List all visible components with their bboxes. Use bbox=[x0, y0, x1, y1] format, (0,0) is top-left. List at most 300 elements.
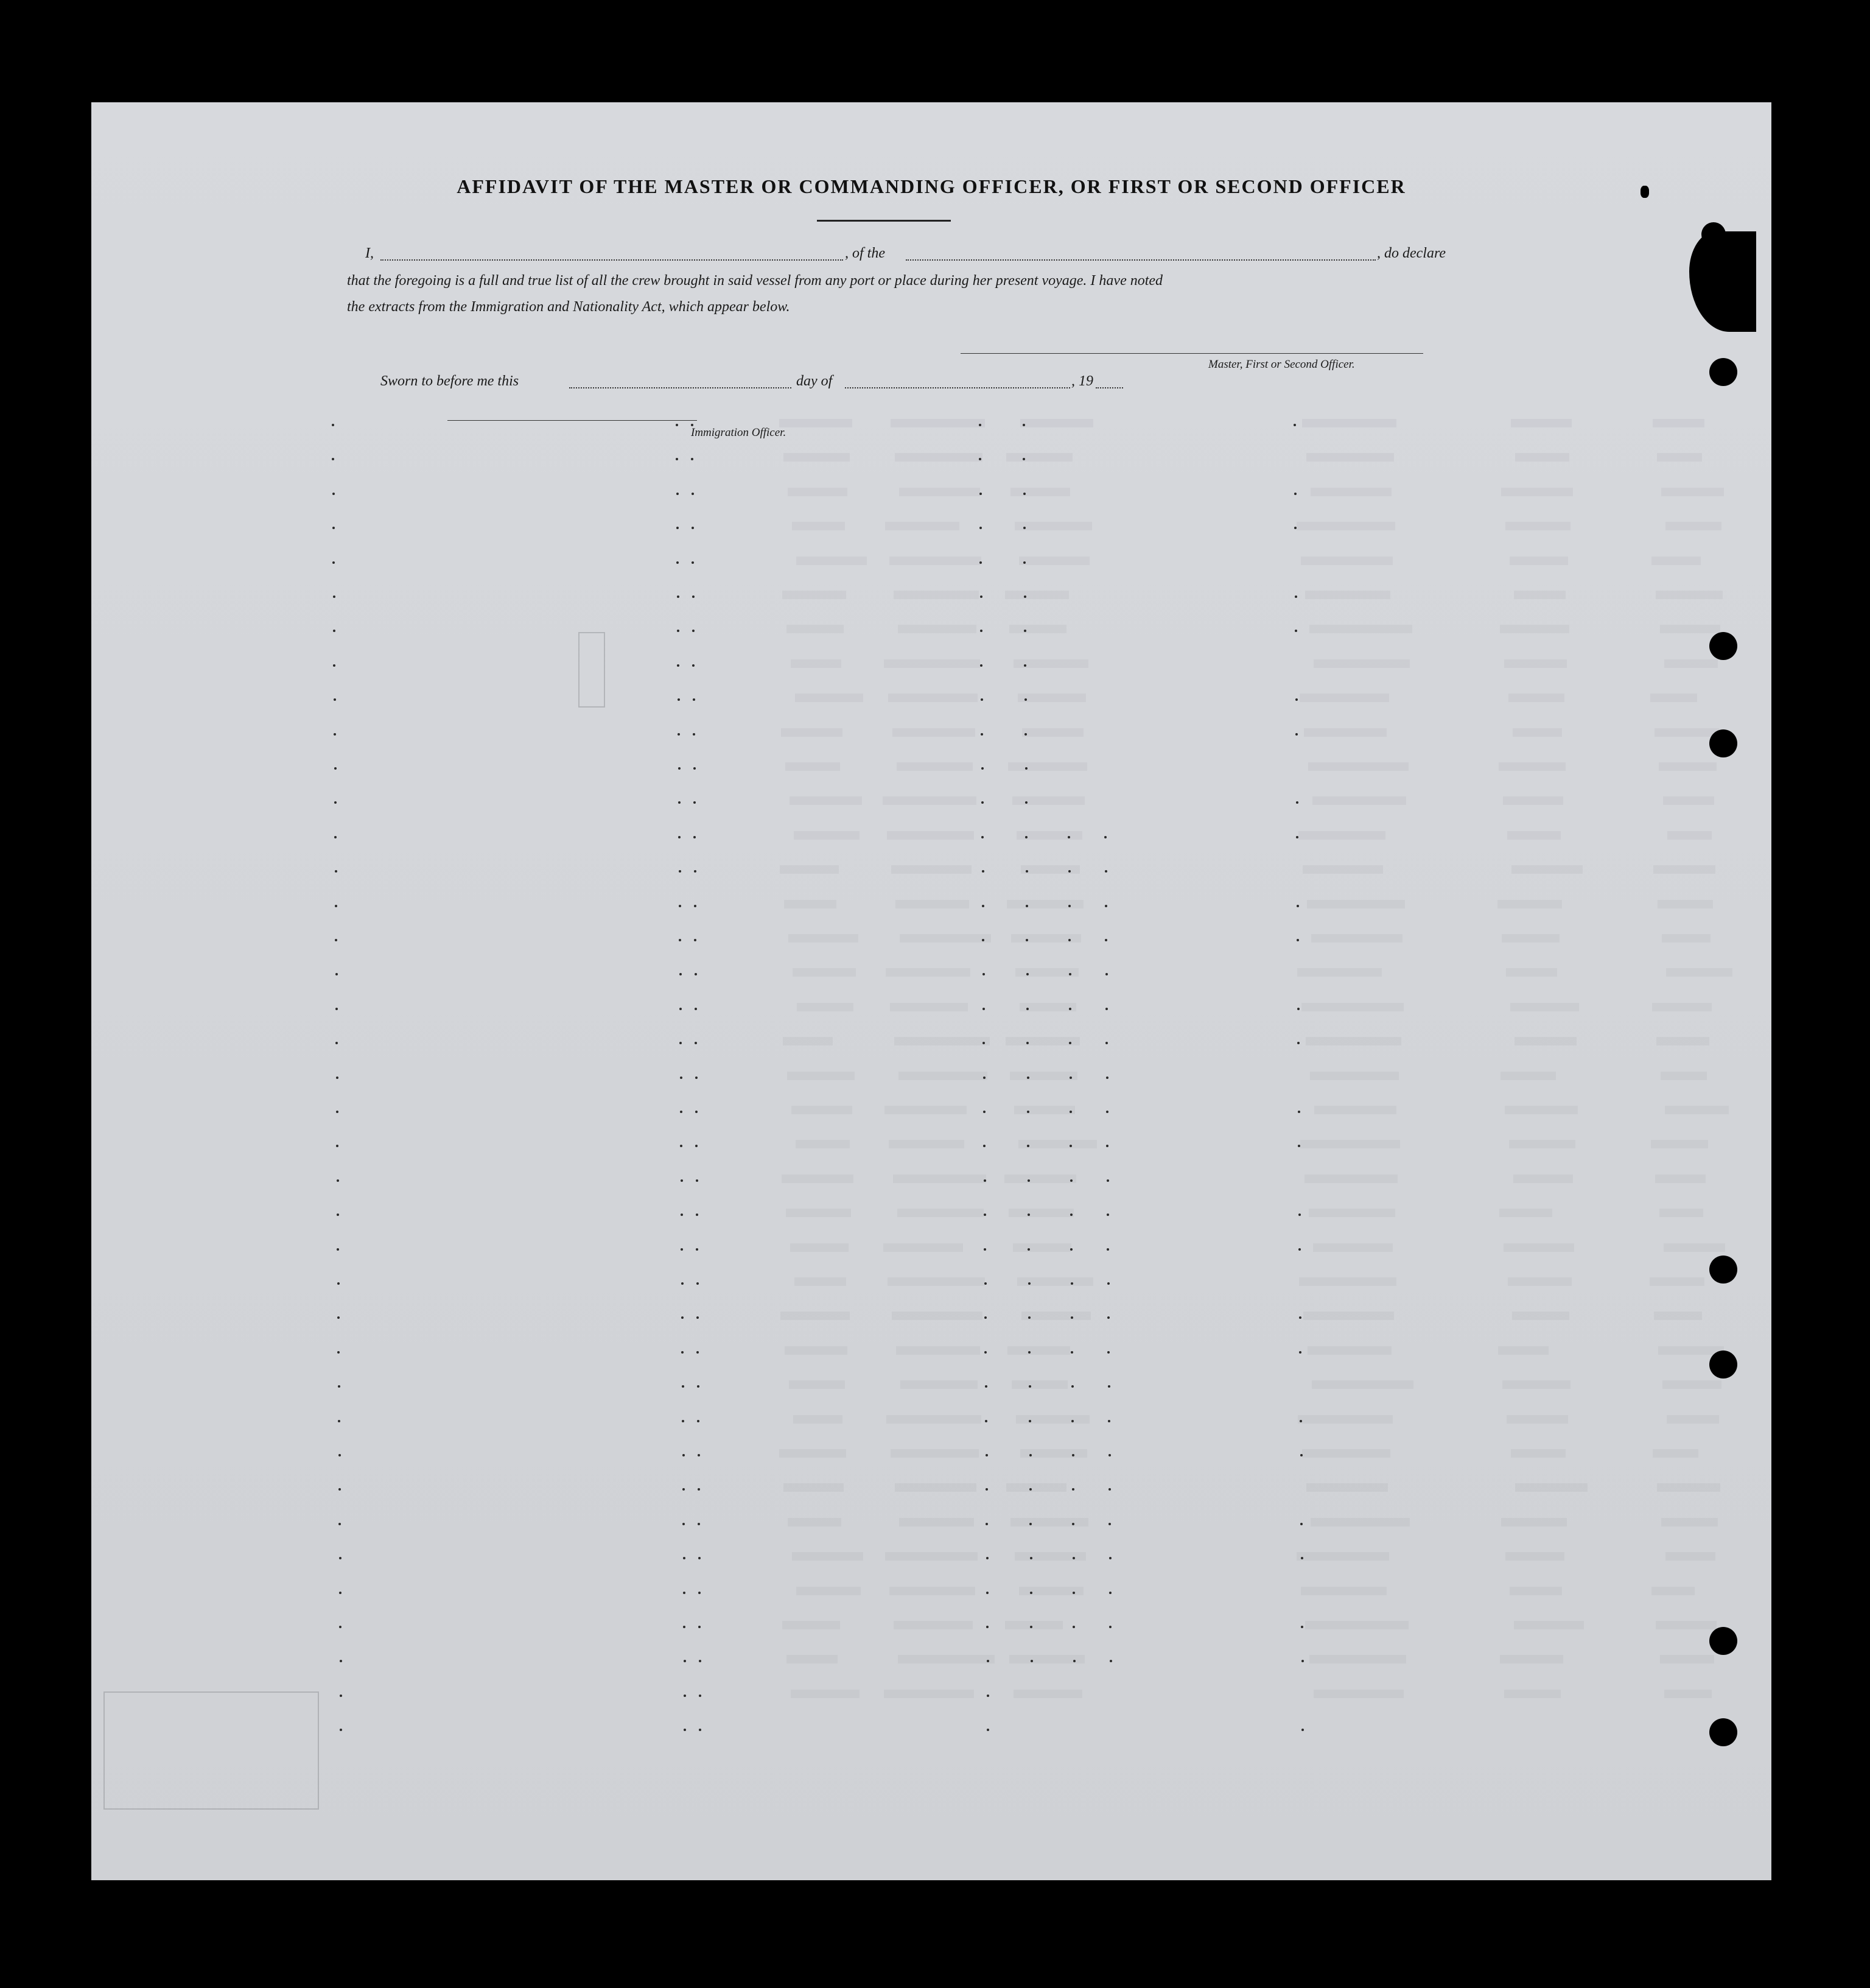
dot-leader bbox=[1071, 1420, 1074, 1422]
bleed-streak bbox=[1304, 1175, 1398, 1183]
vessel-prefix: , of the bbox=[845, 245, 885, 261]
dot-leader bbox=[1295, 595, 1297, 598]
bleed-streak bbox=[1657, 1483, 1720, 1492]
bleed-streak bbox=[795, 694, 863, 702]
dot-leader bbox=[339, 1626, 341, 1628]
bleed-streak bbox=[886, 1415, 981, 1424]
bleed-streak bbox=[1665, 1106, 1729, 1114]
dot-leader bbox=[692, 527, 694, 529]
dot-leader bbox=[336, 1111, 338, 1113]
dot-leader bbox=[1296, 836, 1298, 838]
bleed-streak bbox=[1018, 694, 1086, 702]
dot-leader bbox=[1105, 939, 1107, 941]
bleed-streak bbox=[1303, 1312, 1394, 1320]
dot-leader bbox=[1072, 1454, 1074, 1456]
bleed-streak bbox=[1297, 968, 1382, 977]
dot-leader bbox=[982, 905, 984, 907]
bleed-streak bbox=[898, 1655, 995, 1663]
dot-leader bbox=[1295, 733, 1298, 736]
bleed-streak bbox=[884, 1106, 967, 1114]
bleed-streak bbox=[1508, 694, 1564, 702]
bleed-streak bbox=[1656, 1037, 1709, 1045]
dot-leader bbox=[981, 801, 984, 804]
dot-leader bbox=[981, 698, 983, 701]
bleed-streak bbox=[786, 1655, 838, 1663]
dot-leader bbox=[1301, 1557, 1303, 1559]
dot-leader bbox=[696, 1248, 698, 1251]
bleed-streak bbox=[791, 1690, 860, 1698]
dot-leader bbox=[676, 493, 679, 495]
dot-leader bbox=[1105, 1008, 1108, 1010]
officer-signature-field[interactable] bbox=[961, 353, 1423, 354]
bleed-streak bbox=[900, 934, 991, 943]
bleed-streak bbox=[1301, 1587, 1387, 1595]
bleed-streak bbox=[1313, 1243, 1393, 1252]
bleed-streak bbox=[1661, 1518, 1718, 1526]
bleed-streak bbox=[1006, 1483, 1066, 1492]
dot-leader bbox=[696, 1316, 699, 1319]
dot-leader bbox=[696, 1351, 699, 1354]
immigration-officer-label: Immigration Officer. bbox=[691, 426, 786, 439]
bleed-streak bbox=[1304, 728, 1387, 737]
dot-leader bbox=[696, 1282, 699, 1285]
bleed-streak bbox=[1660, 625, 1720, 633]
dot-leader bbox=[983, 1145, 986, 1147]
dot-leader bbox=[679, 1042, 682, 1044]
dot-leader bbox=[986, 1626, 989, 1628]
bleed-streak bbox=[1314, 659, 1410, 668]
dot-leader bbox=[698, 1523, 700, 1525]
bleed-streak bbox=[897, 1209, 984, 1217]
dot-leader bbox=[1105, 1042, 1108, 1044]
sworn-prefix: Sworn to before me this bbox=[380, 373, 519, 389]
bleed-streak bbox=[796, 557, 867, 565]
bleed-streak bbox=[1500, 625, 1569, 633]
torn-corner-fragment bbox=[1701, 222, 1726, 247]
dot-leader bbox=[683, 1557, 685, 1559]
dot-leader bbox=[1070, 1248, 1073, 1251]
dot-leader bbox=[985, 1420, 987, 1422]
dot-leader bbox=[684, 1729, 686, 1731]
bleed-streak bbox=[785, 1346, 847, 1355]
dot-leader bbox=[332, 493, 335, 495]
dot-leader bbox=[692, 493, 694, 495]
dot-leader bbox=[337, 1248, 339, 1251]
bleed-streak bbox=[792, 1552, 863, 1561]
dot-leader bbox=[698, 1592, 701, 1594]
bleed-streak bbox=[896, 1346, 980, 1355]
bleed-streak bbox=[780, 865, 839, 874]
dot-leader bbox=[693, 733, 695, 736]
bleed-streak bbox=[1300, 1140, 1400, 1148]
bleed-streak bbox=[884, 1690, 974, 1698]
dot-leader bbox=[1069, 1008, 1071, 1010]
dot-leader bbox=[699, 1729, 701, 1731]
dot-leader bbox=[693, 836, 696, 838]
dot-leader bbox=[1072, 1488, 1074, 1491]
bleed-streak bbox=[1499, 1209, 1552, 1217]
dot-leader bbox=[691, 424, 693, 426]
dot-leader bbox=[1298, 1248, 1301, 1251]
bleed-streak bbox=[889, 557, 981, 565]
dot-leader bbox=[1068, 870, 1071, 873]
bleed-streak bbox=[1515, 1037, 1577, 1045]
bleed-streak bbox=[883, 1243, 963, 1252]
dot-leader bbox=[1106, 1145, 1108, 1147]
bleed-streak bbox=[1021, 1312, 1091, 1320]
bleed-streak bbox=[899, 1518, 974, 1526]
dot-leader bbox=[334, 698, 336, 701]
dot-leader bbox=[984, 1282, 987, 1285]
bleed-streak bbox=[1662, 1380, 1721, 1389]
dot-leader bbox=[981, 767, 984, 770]
dot-leader bbox=[684, 1695, 686, 1697]
bleed-streak bbox=[1660, 1655, 1714, 1663]
bleed-streak bbox=[1500, 1655, 1563, 1663]
bleed-streak bbox=[1513, 1175, 1573, 1183]
punch-hole bbox=[1709, 1256, 1737, 1284]
dot-leader bbox=[1301, 1626, 1303, 1628]
faint-stamp-left bbox=[103, 1691, 319, 1810]
dot-leader bbox=[336, 1077, 338, 1079]
bleed-streak bbox=[1505, 522, 1571, 530]
dot-leader bbox=[335, 939, 337, 941]
bleed-streak bbox=[1310, 1072, 1399, 1080]
bleed-streak bbox=[1297, 1552, 1389, 1561]
dot-leader bbox=[1298, 1214, 1301, 1216]
bleed-streak bbox=[1658, 900, 1713, 908]
dot-leader bbox=[332, 424, 334, 426]
bleed-streak bbox=[1013, 1243, 1071, 1252]
bleed-streak bbox=[1497, 900, 1562, 908]
dot-leader bbox=[1073, 1626, 1075, 1628]
bleed-streak bbox=[1007, 900, 1084, 908]
bleed-streak bbox=[1514, 1621, 1584, 1629]
dot-leader bbox=[1294, 424, 1296, 426]
bleed-streak bbox=[1010, 1072, 1077, 1080]
dot-leader bbox=[1071, 1385, 1074, 1388]
dot-leader bbox=[984, 1351, 987, 1354]
bleed-streak bbox=[1311, 934, 1402, 943]
dot-leader bbox=[979, 527, 982, 529]
punch-hole bbox=[1709, 1627, 1737, 1655]
dot-leader bbox=[1106, 1077, 1108, 1079]
sworn-year-field[interactable] bbox=[1096, 387, 1123, 388]
bleed-streak bbox=[1005, 1621, 1063, 1629]
dot-leader bbox=[681, 1282, 684, 1285]
sworn-day-field[interactable] bbox=[569, 387, 791, 388]
dot-leader bbox=[680, 1145, 682, 1147]
dot-leader bbox=[986, 1454, 988, 1456]
bleed-streak bbox=[1508, 1277, 1572, 1286]
bleed-streak bbox=[1311, 1518, 1410, 1526]
bleed-streak bbox=[889, 1587, 975, 1595]
dot-leader bbox=[979, 493, 982, 495]
dot-leader bbox=[1110, 1660, 1112, 1662]
dot-leader bbox=[333, 630, 335, 632]
dot-leader bbox=[339, 1557, 341, 1559]
bleed-streak bbox=[1504, 1690, 1561, 1698]
bleed-streak bbox=[1665, 522, 1721, 530]
bleed-streak bbox=[895, 453, 982, 462]
bleed-streak bbox=[900, 1380, 978, 1389]
bleed-streak bbox=[794, 1277, 846, 1286]
dot-leader bbox=[693, 801, 696, 804]
dot-leader bbox=[984, 1248, 986, 1251]
bleed-streak bbox=[1502, 934, 1560, 943]
dot-leader bbox=[981, 733, 983, 736]
bleed-streak bbox=[891, 1449, 979, 1458]
bleed-streak bbox=[1302, 419, 1396, 427]
bleed-streak bbox=[891, 865, 972, 874]
dot-leader bbox=[676, 527, 679, 529]
dot-leader bbox=[1023, 424, 1025, 426]
dot-leader bbox=[1072, 1523, 1074, 1525]
bleed-streak bbox=[1019, 557, 1090, 565]
dot-leader bbox=[983, 1077, 986, 1079]
dot-leader bbox=[695, 1145, 698, 1147]
dot-leader bbox=[984, 1316, 987, 1319]
bleed-streak bbox=[892, 1312, 982, 1320]
dot-leader bbox=[337, 1282, 340, 1285]
dot-leader bbox=[338, 1420, 340, 1422]
bleed-streak bbox=[1666, 968, 1732, 977]
bleed-streak bbox=[1312, 796, 1406, 805]
bleed-streak bbox=[1659, 1209, 1703, 1217]
bleed-streak bbox=[1306, 1037, 1401, 1045]
bleed-streak bbox=[793, 968, 856, 977]
bleed-streak bbox=[793, 1415, 842, 1424]
dot-leader bbox=[332, 527, 335, 529]
dot-leader bbox=[682, 1454, 685, 1456]
paper-notch bbox=[1641, 186, 1649, 198]
dot-leader bbox=[1070, 1077, 1072, 1079]
dot-leader bbox=[677, 595, 679, 598]
bleed-streak bbox=[797, 1003, 853, 1011]
dot-leader bbox=[694, 905, 696, 907]
bleed-streak bbox=[1008, 762, 1087, 771]
dot-leader bbox=[1299, 1316, 1301, 1319]
bleed-streak bbox=[1014, 1690, 1082, 1698]
dot-leader bbox=[698, 1454, 700, 1456]
dot-leader bbox=[1109, 1557, 1112, 1559]
dot-leader bbox=[682, 1385, 684, 1388]
dot-leader bbox=[684, 1660, 686, 1662]
bleed-streak bbox=[1007, 1346, 1070, 1355]
bleed-streak bbox=[1664, 1243, 1725, 1252]
bleed-streak bbox=[788, 488, 847, 496]
bleed-streak bbox=[1010, 1518, 1088, 1526]
bleed-streak bbox=[886, 968, 970, 977]
bleed-streak bbox=[1015, 968, 1079, 977]
dot-leader bbox=[1073, 1557, 1075, 1559]
bleed-streak bbox=[781, 728, 842, 737]
bleed-streak bbox=[1305, 591, 1390, 599]
dot-leader bbox=[337, 1316, 340, 1319]
bleed-streak bbox=[1653, 1449, 1698, 1458]
bleed-streak bbox=[1005, 591, 1069, 599]
bleed-streak bbox=[1662, 934, 1711, 943]
bleed-streak bbox=[1655, 1175, 1706, 1183]
dot-leader bbox=[678, 801, 681, 804]
bleed-streak bbox=[786, 1209, 851, 1217]
bleed-streak bbox=[1511, 419, 1572, 427]
dot-leader bbox=[1295, 698, 1298, 701]
bleed-streak bbox=[1301, 1003, 1404, 1011]
dot-leader bbox=[339, 1592, 341, 1594]
dot-leader bbox=[681, 1351, 684, 1354]
dot-leader bbox=[682, 1420, 684, 1422]
dot-leader bbox=[335, 905, 337, 907]
dot-leader bbox=[980, 630, 982, 632]
bleed-streak bbox=[1505, 1106, 1578, 1114]
dot-leader bbox=[1030, 1592, 1032, 1594]
dot-leader bbox=[987, 1729, 989, 1731]
bleed-streak bbox=[1305, 1621, 1409, 1629]
bleed-streak bbox=[1022, 728, 1084, 737]
dot-leader bbox=[697, 1420, 699, 1422]
dot-leader bbox=[335, 1042, 338, 1044]
bleed-streak bbox=[1018, 1140, 1097, 1148]
dot-leader bbox=[1108, 1385, 1110, 1388]
dot-leader bbox=[334, 836, 337, 838]
bleed-streak bbox=[1314, 1690, 1404, 1698]
dot-leader bbox=[1027, 1077, 1029, 1079]
dot-leader bbox=[1029, 1385, 1031, 1388]
bleed-streak bbox=[1654, 1312, 1702, 1320]
sworn-day-of: day of bbox=[796, 373, 833, 389]
bleed-streak bbox=[1503, 796, 1563, 805]
dot-leader bbox=[694, 870, 696, 873]
dot-leader bbox=[1026, 870, 1028, 873]
dot-leader bbox=[1109, 1626, 1112, 1628]
dot-leader bbox=[692, 664, 695, 667]
dot-leader bbox=[676, 424, 678, 426]
dot-leader bbox=[695, 1111, 698, 1113]
bleed-streak bbox=[791, 1106, 852, 1114]
bleed-streak bbox=[1012, 1380, 1068, 1389]
dot-leader bbox=[682, 1488, 685, 1491]
dot-leader bbox=[335, 1008, 338, 1010]
bleed-streak bbox=[1009, 625, 1066, 633]
dot-leader bbox=[678, 698, 680, 701]
declarant-name-field[interactable] bbox=[380, 259, 843, 261]
dot-leader bbox=[1070, 1179, 1073, 1182]
bleed-streak bbox=[783, 1037, 833, 1045]
bleed-streak bbox=[893, 1175, 986, 1183]
dot-leader bbox=[678, 733, 680, 736]
dot-leader bbox=[340, 1695, 342, 1697]
bleed-streak bbox=[1020, 419, 1093, 427]
bleed-streak bbox=[1510, 557, 1568, 565]
bleed-streak bbox=[1297, 522, 1395, 530]
bleed-streak bbox=[1011, 934, 1081, 943]
bleed-streak bbox=[1300, 694, 1389, 702]
bleed-streak bbox=[895, 900, 969, 908]
bleed-streak bbox=[1650, 1277, 1704, 1286]
dot-leader bbox=[979, 424, 981, 426]
dot-leader bbox=[1298, 1111, 1300, 1113]
bleed-streak bbox=[1306, 1483, 1388, 1492]
bleed-streak bbox=[782, 591, 846, 599]
bleed-streak bbox=[779, 419, 852, 427]
bleed-streak bbox=[1504, 659, 1567, 668]
bleed-streak bbox=[1656, 1621, 1717, 1629]
sworn-month-field[interactable] bbox=[845, 387, 1070, 388]
dot-leader bbox=[695, 1042, 697, 1044]
bleed-streak bbox=[1515, 453, 1569, 462]
dot-leader bbox=[332, 458, 334, 460]
dot-leader bbox=[984, 1179, 986, 1182]
dot-leader bbox=[691, 458, 693, 460]
bleed-streak bbox=[1515, 1483, 1588, 1492]
dot-leader bbox=[681, 1248, 683, 1251]
dot-leader bbox=[1024, 595, 1026, 598]
bleed-streak bbox=[1301, 557, 1393, 565]
bleed-streak bbox=[1661, 1072, 1707, 1080]
dot-leader bbox=[980, 595, 982, 598]
document-sheet bbox=[91, 102, 1771, 1880]
dot-leader bbox=[981, 836, 984, 838]
bleed-streak bbox=[1501, 1072, 1556, 1080]
dot-leader bbox=[1070, 1111, 1072, 1113]
dot-leader bbox=[1108, 1420, 1110, 1422]
bleed-streak bbox=[1309, 625, 1412, 633]
punch-hole bbox=[1709, 358, 1737, 386]
dot-leader bbox=[333, 664, 335, 667]
title-underline bbox=[817, 220, 951, 222]
bleed-streak bbox=[1308, 1346, 1392, 1355]
dot-leader bbox=[336, 1145, 338, 1147]
dot-leader bbox=[1026, 905, 1028, 907]
bleed-streak bbox=[1510, 1003, 1579, 1011]
dot-leader bbox=[982, 870, 984, 873]
bleed-streak bbox=[1505, 1552, 1564, 1561]
dot-leader bbox=[695, 1077, 698, 1079]
bleed-streak bbox=[898, 1072, 987, 1080]
bleed-streak bbox=[1014, 1106, 1075, 1114]
bleed-streak bbox=[1512, 1312, 1569, 1320]
dot-leader bbox=[1297, 1042, 1300, 1044]
dot-leader bbox=[1071, 1282, 1073, 1285]
dot-leader bbox=[986, 1523, 988, 1525]
bleed-streak bbox=[1514, 591, 1566, 599]
dot-leader bbox=[679, 905, 681, 907]
bleed-streak bbox=[1509, 1140, 1575, 1148]
signature-label: Master, First or Second Officer. bbox=[1208, 358, 1355, 371]
dot-leader bbox=[1068, 836, 1070, 838]
bleed-streak bbox=[1513, 728, 1562, 737]
dot-leader bbox=[982, 973, 985, 975]
dot-leader bbox=[1296, 801, 1298, 804]
bleed-streak bbox=[1307, 900, 1405, 908]
dot-leader bbox=[681, 1316, 684, 1319]
dot-leader bbox=[1297, 939, 1299, 941]
dot-leader bbox=[695, 973, 697, 975]
immigration-officer-signature-field[interactable] bbox=[447, 420, 697, 421]
bleed-streak bbox=[788, 934, 858, 943]
dot-leader bbox=[681, 1179, 683, 1182]
dot-leader bbox=[1107, 1282, 1110, 1285]
bleed-streak bbox=[1665, 1552, 1715, 1561]
dot-leader bbox=[1023, 493, 1026, 495]
dot-leader bbox=[693, 767, 696, 770]
vessel-name-field[interactable] bbox=[906, 259, 1376, 261]
bleed-streak bbox=[1314, 1106, 1396, 1114]
dot-leader bbox=[334, 767, 337, 770]
dot-leader bbox=[337, 1351, 340, 1354]
bleed-streak bbox=[1015, 522, 1092, 530]
